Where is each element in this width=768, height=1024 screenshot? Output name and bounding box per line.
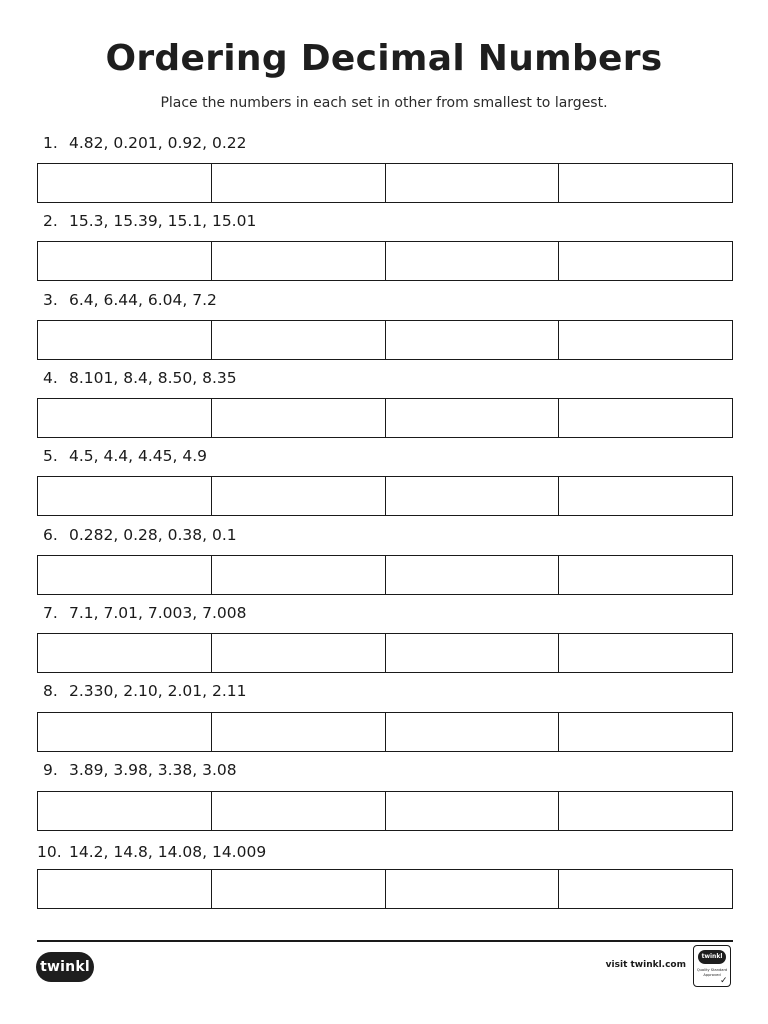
answer-box-4[interactable] [559, 164, 732, 202]
question-number: 10. [37, 843, 62, 861]
question-number: 6. [43, 526, 58, 544]
answer-box-1[interactable] [38, 713, 212, 751]
question-5 [37, 445, 737, 467]
badge-caption: Quality Standard Approved [696, 968, 728, 977]
answer-box-2[interactable] [212, 477, 386, 515]
question-number: 8. [43, 682, 58, 700]
answer-box-2[interactable] [212, 164, 386, 202]
question-prompt [37, 132, 737, 154]
answer-row [37, 712, 733, 752]
question-8 [37, 680, 737, 702]
answer-box-2[interactable] [212, 792, 386, 830]
answer-box-3[interactable] [386, 556, 560, 594]
question-number: 2. [43, 212, 58, 230]
question-prompt [37, 524, 737, 546]
answer-box-1[interactable] [38, 242, 212, 280]
answer-box-1[interactable] [38, 556, 212, 594]
answer-box-4[interactable] [559, 556, 732, 594]
answer-row [37, 869, 733, 909]
badge-logo: twinkl [698, 950, 726, 964]
answer-row [37, 633, 733, 673]
answer-box-4[interactable] [559, 792, 732, 830]
answer-row [37, 791, 733, 831]
twinkl-logo: twinkl [36, 952, 94, 982]
answer-box-3[interactable] [386, 870, 560, 908]
answer-box-3[interactable] [386, 242, 560, 280]
answer-box-4[interactable] [559, 399, 732, 437]
answer-box-4[interactable] [559, 477, 732, 515]
answer-box-3[interactable] [386, 164, 560, 202]
number-set: 15.3, 15.39, 15.1, 15.01 [69, 212, 257, 230]
question-prompt [37, 841, 737, 863]
number-set: 8.101, 8.4, 8.50, 8.35 [69, 369, 237, 387]
answer-box-2[interactable] [212, 634, 386, 672]
answer-box-2[interactable] [212, 321, 386, 359]
question-1 [37, 132, 737, 154]
question-number: 9. [43, 761, 58, 779]
answer-row [37, 555, 733, 595]
question-4 [37, 367, 737, 389]
answer-row [37, 476, 733, 516]
answer-box-4[interactable] [559, 713, 732, 751]
answer-box-1[interactable] [38, 164, 212, 202]
answer-box-4[interactable] [559, 870, 732, 908]
answer-row [37, 163, 733, 203]
number-set: 2.330, 2.10, 2.01, 2.11 [69, 682, 247, 700]
number-set: 14.2, 14.8, 14.08, 14.009 [69, 843, 267, 861]
question-2 [37, 210, 737, 232]
question-7 [37, 602, 737, 624]
number-set: 0.282, 0.28, 0.38, 0.1 [69, 526, 237, 544]
answer-box-3[interactable] [386, 634, 560, 672]
number-set: 4.82, 0.201, 0.92, 0.22 [69, 134, 247, 152]
answer-row [37, 320, 733, 360]
answer-box-1[interactable] [38, 477, 212, 515]
question-3 [37, 289, 737, 311]
answer-box-1[interactable] [38, 321, 212, 359]
question-prompt [37, 367, 737, 389]
instructions: Place the numbers in each set in other from smallest to largest. [160, 95, 608, 111]
answer-row [37, 241, 733, 281]
answer-box-3[interactable] [386, 321, 560, 359]
website-link[interactable]: visit twinkl.com [605, 960, 686, 970]
number-set: 7.1, 7.01, 7.003, 7.008 [69, 604, 247, 622]
answer-box-1[interactable] [38, 634, 212, 672]
answer-box-1[interactable] [38, 792, 212, 830]
question-prompt [37, 680, 737, 702]
number-set: 3.89, 3.98, 3.38, 3.08 [69, 761, 237, 779]
question-prompt [37, 445, 737, 467]
question-6 [37, 524, 737, 546]
question-prompt [37, 210, 737, 232]
answer-row [37, 398, 733, 438]
answer-box-1[interactable] [38, 870, 212, 908]
answer-box-2[interactable] [212, 556, 386, 594]
quality-standard-badge [693, 945, 731, 987]
checkmark-icon: ✓ [720, 976, 728, 986]
question-number: 3. [43, 291, 58, 309]
number-set: 4.5, 4.4, 4.45, 4.9 [69, 447, 208, 465]
answer-box-4[interactable] [559, 634, 732, 672]
question-number: 4. [43, 369, 58, 387]
answer-box-4[interactable] [559, 242, 732, 280]
page-title: Ordering Decimal Numbers [105, 38, 663, 79]
number-set: 6.4, 6.44, 6.04, 7.2 [69, 291, 217, 309]
question-number: 7. [43, 604, 58, 622]
answer-box-2[interactable] [212, 399, 386, 437]
question-9 [37, 759, 737, 781]
answer-box-2[interactable] [212, 870, 386, 908]
answer-box-4[interactable] [559, 321, 732, 359]
answer-box-2[interactable] [212, 713, 386, 751]
question-prompt [37, 289, 737, 311]
answer-box-1[interactable] [38, 399, 212, 437]
question-number: 5. [43, 447, 58, 465]
footer-divider [37, 940, 733, 942]
answer-box-3[interactable] [386, 399, 560, 437]
answer-box-3[interactable] [386, 713, 560, 751]
question-prompt [37, 759, 737, 781]
answer-box-3[interactable] [386, 477, 560, 515]
question-10 [37, 841, 737, 863]
question-number: 1. [43, 134, 58, 152]
answer-box-2[interactable] [212, 242, 386, 280]
question-prompt [37, 602, 737, 624]
answer-box-3[interactable] [386, 792, 560, 830]
